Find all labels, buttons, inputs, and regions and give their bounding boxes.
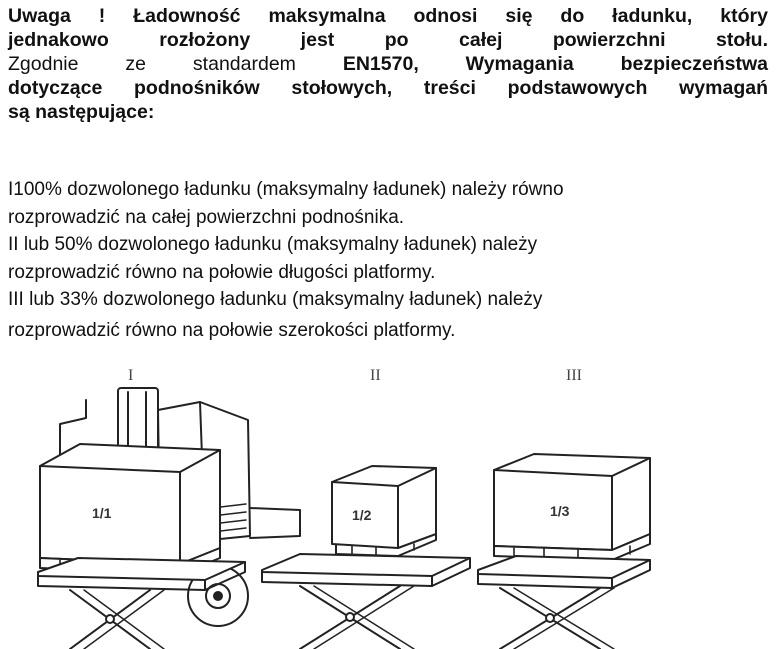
rule-2-line-1: II lub 50% dozwolonego ładunku (maksymalny ładunek) należy [8,234,538,255]
label-roman-3: III [566,367,582,384]
box-label-1-2: 1/2 [352,507,372,523]
rule-1-line-2: rozprowadzić na całej powierzchni podnośnika. [8,206,405,228]
standard-title-cont: dotyczące podnośników stołowych, treści podstawowych wymagań [8,77,768,99]
scene-3-third-load [478,454,650,649]
label-roman-2: II [370,367,381,384]
scene-1-forklift-full-load [38,388,300,649]
standard-line [8,52,768,76]
warning-line-2: jednakowo rozłożony jest po całej powierzchni stołu. [8,29,768,51]
rules-list [8,176,748,344]
box-half-load [332,466,436,548]
illustration-svg [0,358,777,649]
label-roman-1: I [128,367,134,384]
warning-line-1 [8,4,768,28]
warning-text: Ładowność maksymalna odnosi się do ładunku, który [133,5,768,27]
rule-3-line-1: III lub 33% dozwolonego ładunku (maksymalny ładunek) należy [8,289,543,310]
box-label-1-3: 1/3 [550,503,570,519]
scene-2-half-load [262,466,470,649]
standard-title-end: są następujące: [8,101,155,123]
standard-title: , Wymagania bezpieczeństwa [413,53,768,75]
warning-paragraph [8,4,768,124]
standard-code: EN1570 [342,53,414,75]
box-full-load [40,444,220,564]
lift-table-1 [38,558,245,580]
load-distribution-figure [0,358,777,649]
standard-intro: Zgodnie ze standardem [8,53,343,75]
lift-table-2 [262,554,470,576]
warning-label: Uwaga ! [8,5,134,27]
rule-1-line-1: I100% dozwolonego ładunku (maksymalny ładunek) należy równo [8,179,564,200]
rule-3-line-2: rozprowadzić równo na połowie szerokości platformy. [8,319,456,341]
rule-2-line-2: rozprowadzić równo na połowie długości platformy. [8,261,436,283]
box-label-1-1: 1/1 [92,505,112,521]
lift-table-3 [478,556,650,578]
